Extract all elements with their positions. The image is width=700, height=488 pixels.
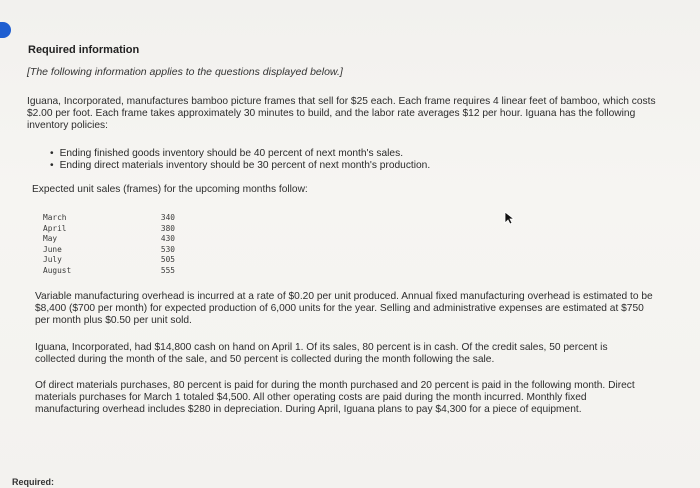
required-label: Required: bbox=[12, 477, 55, 487]
month-cell: August bbox=[43, 265, 72, 275]
month-cell: June bbox=[43, 244, 62, 254]
month-cell: July bbox=[43, 255, 62, 265]
section-heading: Required information bbox=[28, 44, 140, 56]
applies-note: [The following information applies to the questions displayed below.] bbox=[27, 66, 343, 78]
units-cell: 530 bbox=[160, 244, 175, 254]
table-row bbox=[40, 255, 175, 266]
month-cell: March bbox=[43, 213, 67, 222]
table-row bbox=[40, 266, 175, 277]
table-row bbox=[40, 234, 175, 245]
units-cell: 380 bbox=[160, 223, 175, 233]
policy-item: • Ending finished goods inventory should be 40 percent of next month's sales. bbox=[50, 148, 430, 160]
policy-item: • Ending direct materials inventory should be 30 percent of next month's production. bbox=[50, 160, 430, 172]
table-row bbox=[40, 224, 175, 235]
month-cell: April bbox=[43, 223, 67, 233]
month-cell: May bbox=[43, 234, 58, 244]
table-row bbox=[40, 213, 175, 224]
cash-paragraph: Iguana, Incorporated, had $14,800 cash on hand on April 1. Of its sales, 80 percent is in cash. Of the credit sales, 50 percent is collected during the month of the sale, and 50 percent is collected during the month following the sale. bbox=[35, 342, 608, 365]
overhead-paragraph: Variable manufacturing overhead is incurred at a rate of $0.20 per unit produced. Annual fixed manufacturing overhead is estimated to be $8,400 ($700 per month) for expected production of 6,000 units for the year. Selling and administrative expenses are estimated at $750 per month plus $0.50 per unit sold. bbox=[35, 291, 653, 326]
materials-paragraph: Of direct materials purchases, 80 percent is paid for during the month purchased and 20 percent is paid in the following month. Direct materials purchases for March 1 totaled $4,500. All other operating costs are paid during the month incurred. Monthly fixed manufacturing overhead includes $280 in depreciation. During April, Iguana plans to pay $4,300 for a piece of equipment. bbox=[35, 380, 635, 415]
units-cell: 340 bbox=[160, 213, 175, 222]
expected-sales-table bbox=[40, 213, 175, 277]
units-cell: 555 bbox=[160, 265, 175, 275]
units-cell: 430 bbox=[160, 234, 175, 244]
units-cell: 505 bbox=[160, 255, 175, 265]
expected-sales-label: Expected unit sales (frames) for the upcoming months follow: bbox=[32, 184, 308, 195]
table-row bbox=[40, 245, 175, 256]
inventory-policies-list bbox=[50, 148, 430, 172]
intro-paragraph: Iguana, Incorporated, manufactures bamboo picture frames that sell for $25 each. Each frame requires 4 linear feet of bamboo, which costs $2.00 per foot. Each frame takes approximately 30 minutes to build, and the labor rate averages $12 per hour. Iguana has the following inventory policies: bbox=[27, 96, 656, 131]
mouse-cursor-icon bbox=[503, 211, 517, 225]
